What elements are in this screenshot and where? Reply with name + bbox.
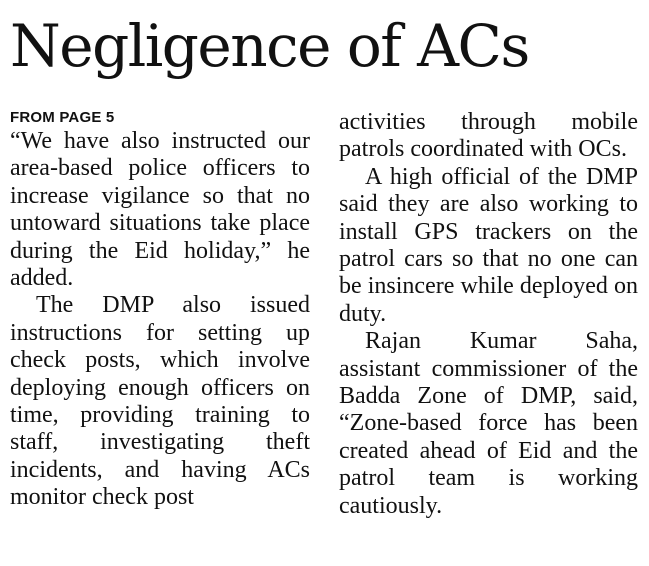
- article-column-left: [10, 108, 310, 512]
- paragraph: activities through mobile patrols coordinated with OCs.: [339, 109, 638, 163]
- paragraph: A high official of the DMP said they are also working to install GPS trackers on the patrol cars so that no one can be insincere while deployed on duty.: [339, 163, 638, 327]
- article-column-right: [339, 109, 638, 520]
- paragraph: Rajan Kumar Saha, assistant commissioner of the Badda Zone of DMP, said, “Zone-based force has been created ahead of Eid and the patrol team is working cautiously.: [339, 328, 638, 519]
- continuation-kicker: FROM PAGE 5: [10, 109, 115, 126]
- paragraph: “We have also instructed our area-based police officers to increase vigilance so that no untoward situations take place during the Eid holiday,” he added.: [10, 128, 310, 292]
- article-headline: Negligence of ACs: [10, 12, 529, 80]
- paragraph: The DMP also issued instructions for setting up check posts, which involve deploying enough officers on time, providing training to staff, investigating theft incidents, and having ACs monitor check post: [10, 292, 310, 511]
